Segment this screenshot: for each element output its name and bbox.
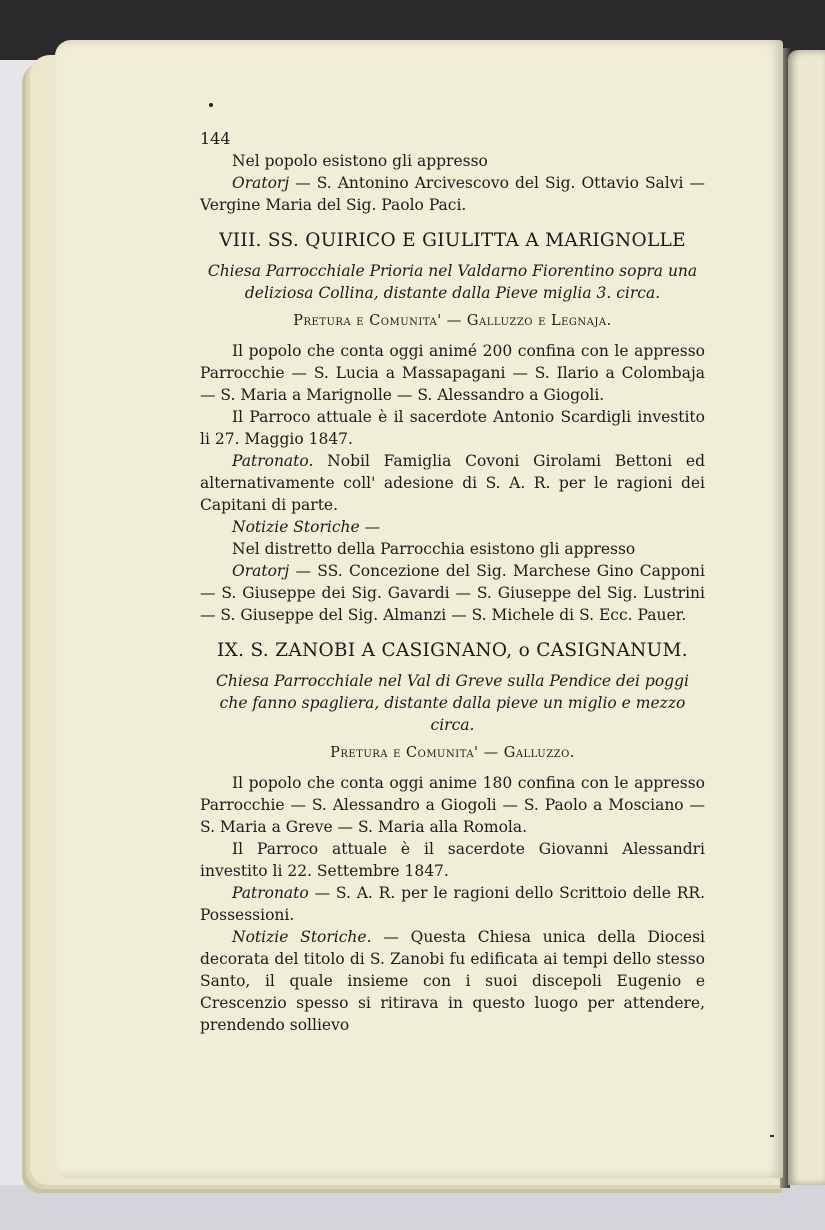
patronato-label: Patronato: [232, 884, 309, 902]
notizie-paragraph-ix: [200, 926, 705, 1036]
parroco-paragraph-ix: Il Parroco attuale è il sacerdote Giovanni Alessandri investito li 22. Settembre 1847.: [200, 840, 705, 880]
ink-speck: [209, 103, 213, 107]
section-subtitle-viii: Chiesa Parrocchiale Prioria nel Valdarno Fiorentino sopra una deliziosa Collina, distante dalla Pieve miglia 3. circa.: [207, 262, 698, 302]
page-text: [200, 128, 705, 1036]
facing-page-edge: [788, 50, 825, 1185]
parroco-paragraph-viii: Il Parroco attuale è il sacerdote Antonio Scardigli investito li 27. Maggio 1847.: [200, 408, 705, 448]
page-number: 144: [200, 129, 231, 148]
oratorj-text: — SS. Concezione del Sig. Marchese Gino Capponi — S. Giuseppe dei Sig. Gavardi — S. Giuseppe del Sig. Lustrini — S. Giuseppe del Sig. Almanzi — S. Michele di S. Ecc. Pauer.: [200, 562, 705, 624]
oratorj-paragraph: [200, 172, 705, 216]
ink-mark: [770, 1135, 774, 1137]
patronato-label: Patronato.: [232, 452, 314, 470]
section-subtitle-ix: Chiesa Parrocchiale nel Val di Greve sulla Pendice dei poggi che fanno spagliera, distante dalla pieve un miglio e mezzo circa.: [216, 672, 689, 734]
patronato-text: — S. A. R. per le ragioni dello Scrittoio delle RR. Possessioni.: [200, 884, 705, 924]
pretura-line-viii: Pretura e Comunita' — Galluzzo e Legnaja.: [293, 313, 612, 329]
oratorj-label: Oratorj: [232, 562, 290, 580]
pretura-line-ix: Pretura e Comunita' — Galluzzo.: [330, 745, 575, 761]
background-surface: [0, 1185, 825, 1230]
notizie-label-viii: Notizie Storiche —: [232, 518, 381, 536]
notizie-text: — Questa Chiesa unica della Diocesi decorata del titolo di S. Zanobi fu edificata ai tempi dello stesso Santo, il quale insieme con i suoi discepoli Eugenio e Crescenzio spesso si ritirava in questo luogo per attendere, prendendo sollievo: [200, 928, 705, 1034]
section-heading-ix: IX. S. ZANOBI A CASIGNANO, o CASIGNANUM.: [217, 640, 688, 661]
popolo-paragraph-viii: Il popolo che conta oggi animé 200 confina con le appresso Parrocchie — S. Lucia a Massapagani — S. Ilario a Colombaja — S. Maria a Marignolle — S. Alessandro a Giogoli.: [200, 342, 705, 404]
popolo-paragraph-ix: Il popolo che conta oggi anime 180 confina con le appresso Parrocchie — S. Alessandro a Giogoli — S. Paolo a Mosciano — S. Maria a Greve — S. Maria alla Romola.: [200, 774, 705, 836]
patronato-text: Nobil Famiglia Covoni Girolami Bettoni ed alternativamente coll' adesione di S. A. R. per le ragioni dei Capitani di parte.: [200, 452, 705, 514]
patronato-paragraph-ix: [200, 882, 705, 926]
oratorj-label: Oratorj: [232, 174, 290, 192]
oratorj-text: — S. Antonino Arcivescovo del Sig. Ottavio Salvi — Vergine Maria del Sig. Paolo Paci.: [200, 174, 705, 214]
oratorj-paragraph-viii: [200, 560, 705, 626]
patronato-paragraph-viii: [200, 450, 705, 516]
notizie-label: Notizie Storiche.: [232, 928, 372, 946]
distretto-line: Nel distretto della Parrocchia esistono gli appresso: [232, 540, 636, 558]
intro-line: Nel popolo esistono gli appresso: [232, 152, 488, 170]
section-heading-viii: VIII. SS. QUIRICO E GIULITTA A MARIGNOLLE: [219, 230, 686, 251]
